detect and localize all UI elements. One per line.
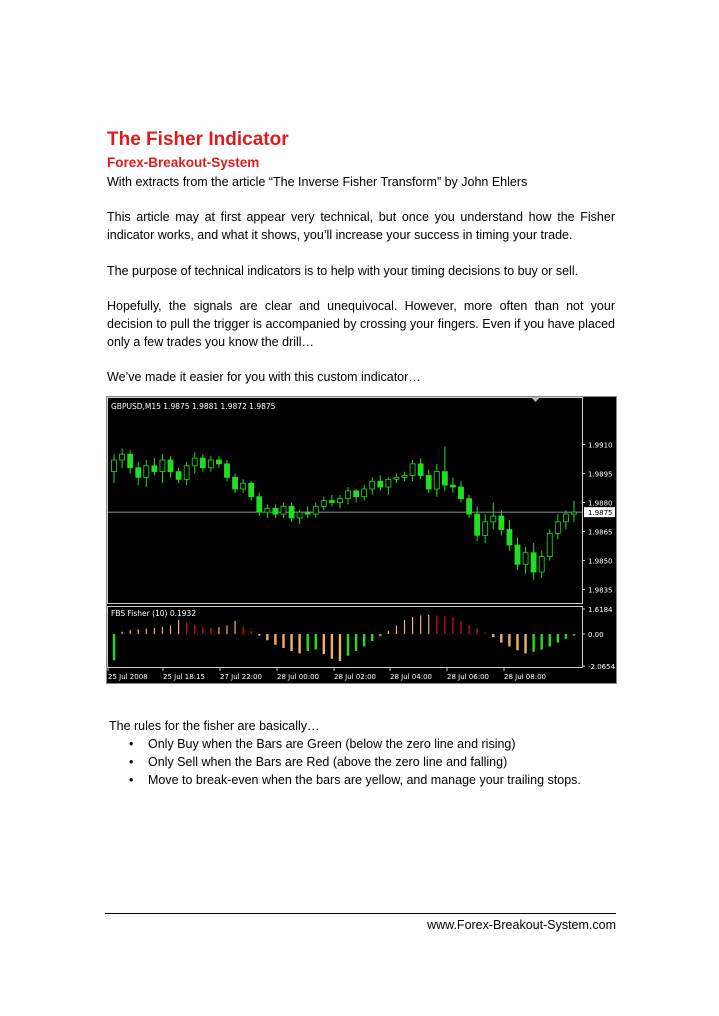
candle-bear — [426, 475, 431, 489]
candle-bear — [176, 472, 181, 480]
fisher-bar — [130, 630, 131, 634]
document-title: The Fisher Indicator — [107, 129, 289, 150]
candle-bear — [305, 512, 310, 514]
paragraph-intro: This article may at first appear very technical, but once you understand how the Fisher indicator works, and what it shows, you’ll increase your success in timing your trade. — [107, 210, 615, 242]
fisher-bar — [210, 628, 211, 634]
fisher-bar — [404, 620, 405, 634]
candle-bull — [346, 491, 351, 499]
candle-bull — [402, 475, 407, 477]
fisher-bar — [524, 634, 526, 653]
candle-bull — [208, 460, 213, 468]
candle-bear — [418, 464, 423, 476]
time-tick-label: 25 Jul 18:15 — [163, 673, 205, 681]
candle-bear — [515, 545, 520, 564]
candle-bull — [434, 472, 439, 489]
candle-bull — [160, 460, 165, 472]
document-subtitle: Forex-Breakout-System — [107, 155, 260, 170]
fisher-bar — [557, 634, 559, 643]
candle-bull — [547, 533, 552, 556]
candle-bull — [144, 466, 149, 478]
candle-bear — [273, 508, 278, 514]
indicator-tick-label: -2.0654 — [588, 663, 616, 671]
candle-bull — [120, 454, 125, 460]
rule-item-buy: • Only Buy when the Bars are Green (below the zero line and rising) — [109, 735, 581, 753]
candle-bear — [378, 481, 383, 487]
fisher-bar — [339, 634, 341, 661]
candle-bull — [410, 464, 415, 476]
fisher-bar — [485, 632, 486, 634]
fisher-bar — [444, 616, 445, 634]
fisher-bar — [274, 634, 276, 645]
candle-bull — [265, 508, 270, 512]
price-tick-label: 1.9895 — [588, 470, 613, 479]
rules-list — [109, 735, 581, 789]
candle-bear — [216, 460, 221, 464]
candle-bull — [539, 557, 544, 572]
fisher-bar — [347, 634, 349, 656]
indicator-tick-label: 0.00 — [588, 631, 604, 640]
fisher-chart-image — [106, 396, 617, 684]
fisher-bar — [573, 634, 575, 636]
fisher-bar — [218, 627, 219, 634]
fisher-bar — [306, 634, 308, 651]
fisher-bar — [290, 634, 292, 651]
candle-bull — [362, 489, 367, 497]
fisher-bar — [178, 620, 179, 634]
fisher-bar — [532, 634, 534, 652]
chart-svg — [106, 396, 617, 684]
fisher-bar — [549, 634, 551, 646]
fisher-bar — [154, 628, 155, 634]
fisher-bar — [315, 634, 317, 649]
fisher-bar — [460, 621, 461, 634]
candle-bull — [297, 512, 302, 518]
candle-bear — [257, 497, 262, 512]
fisher-bar — [371, 634, 373, 641]
footer-url: www.Forex-Breakout-System.com — [427, 918, 616, 932]
candle-bear — [507, 530, 512, 545]
fisher-bar — [113, 634, 115, 660]
paragraph-signals: Hopefully, the signals are clear and unequivocal. However, more often than not your decision to pull the trigger is accompanied by crossing your fingers. Even if you have placed only a few trades you know the drill… — [107, 299, 615, 349]
fisher-bar — [122, 632, 123, 634]
candle-bull — [337, 499, 342, 503]
current-price-label: 1.9875 — [588, 509, 613, 518]
candle-bull — [555, 522, 560, 534]
time-tick-label: 28 Jul 06:00 — [447, 673, 489, 681]
candle-bear — [475, 514, 480, 535]
indicator-tick-label: 1.6184 — [588, 606, 613, 614]
fisher-bar — [331, 634, 333, 659]
candle-bull — [563, 514, 568, 522]
candle-bear — [200, 458, 205, 468]
candle-bear — [531, 553, 536, 572]
fisher-bar — [202, 627, 203, 634]
candle-bull — [370, 481, 375, 489]
candle-bull — [491, 516, 496, 522]
time-tick-label: 28 Jul 04:00 — [390, 673, 432, 681]
fisher-bar — [323, 634, 325, 654]
candle-bull — [386, 479, 391, 487]
fisher-bar — [565, 634, 567, 639]
paragraph-custom-indicator: We’ve made it easier for you with this custom indicator… — [107, 370, 421, 384]
fisher-bar — [146, 629, 147, 634]
candle-bear — [225, 464, 230, 478]
fisher-bar — [396, 626, 397, 635]
candle-bull — [112, 460, 117, 472]
fisher-bar — [508, 634, 510, 646]
fisher-bar — [226, 626, 227, 635]
candle-bear — [168, 460, 173, 472]
fisher-bar — [266, 634, 268, 640]
fisher-bar — [477, 629, 478, 634]
candle-bull — [241, 483, 246, 489]
fisher-bar — [251, 631, 252, 634]
price-tick-label: 1.9865 — [588, 528, 613, 537]
fisher-bar — [420, 615, 421, 634]
candle-bull — [192, 458, 197, 466]
candle-bear — [128, 454, 133, 468]
price-tick-label: 1.9850 — [588, 557, 613, 566]
candle-bear — [152, 466, 157, 472]
candle-bear — [450, 485, 455, 487]
candle-bear — [442, 472, 447, 486]
price-header: GBPUSD,M15 1.9875 1.9881 1.9872 1.9875 — [111, 402, 276, 411]
footer-divider — [105, 913, 616, 914]
fisher-bar — [492, 634, 494, 637]
candle-bull — [184, 466, 189, 480]
time-tick-label: 28 Jul 02:00 — [334, 673, 376, 681]
rules-intro: The rules for the fisher are basically… — [109, 719, 320, 733]
candle-bear — [233, 477, 238, 489]
candle-bear — [467, 499, 472, 514]
fisher-bar — [412, 617, 413, 634]
price-tick-label: 1.9880 — [588, 499, 613, 508]
time-tick-label: 28 Jul 00:00 — [277, 673, 319, 681]
fisher-bar — [243, 626, 244, 634]
candle-bear — [354, 491, 359, 497]
fisher-bar — [540, 634, 542, 649]
price-tick-label: 1.9910 — [588, 441, 613, 450]
rule-item-sell: • Only Sell when the Bars are Red (above the zero line and falling) — [109, 753, 581, 771]
candle-bull — [523, 553, 528, 565]
fisher-bar — [355, 634, 357, 651]
candle-bull — [483, 522, 488, 536]
candle-bear — [136, 468, 141, 478]
fisher-bar — [298, 634, 300, 653]
fisher-bar — [162, 627, 163, 634]
fisher-bar — [170, 626, 171, 635]
candle-bull — [281, 506, 286, 514]
fisher-bar — [428, 615, 429, 634]
candle-bear — [459, 487, 464, 499]
rules-section — [109, 717, 581, 789]
time-tick-label: 25 Jul 2008 — [108, 673, 148, 681]
fisher-bar — [388, 631, 389, 634]
indicator-header: FBS Fisher (10) 0.1932 — [111, 609, 197, 618]
fisher-bar — [436, 615, 437, 634]
chart-frame — [107, 397, 617, 684]
fisher-bar — [138, 629, 139, 634]
price-tick-label: 1.9835 — [588, 586, 613, 595]
byline: With extracts from the article “The Inverse Fisher Transform” by John Ehlers — [107, 175, 528, 189]
fisher-bar — [234, 621, 235, 634]
time-tick-label: 28 Jul 08:00 — [504, 673, 546, 681]
candle-bear — [499, 516, 504, 530]
fisher-bar — [282, 634, 284, 648]
candle-bear — [289, 506, 294, 518]
candle-bull — [394, 477, 399, 479]
rule-item-break-even: • Move to break-even when the bars are yellow, and manage your trailing stops. — [109, 771, 581, 789]
fisher-bar — [363, 634, 365, 646]
time-tick-label: 27 Jul 22:00 — [220, 673, 262, 681]
candle-bull — [313, 506, 318, 514]
candle-bull — [321, 501, 326, 507]
candle-bull — [571, 512, 576, 514]
fisher-bar — [452, 617, 453, 634]
candle-bear — [329, 501, 334, 503]
fisher-bar — [258, 634, 260, 636]
paragraph-purpose: The purpose of technical indicators is to help with your timing decisions to buy or sell. — [107, 264, 579, 278]
fisher-bar — [516, 634, 518, 650]
candle-bear — [249, 483, 254, 497]
fisher-bar — [468, 625, 469, 634]
fisher-bar — [186, 622, 187, 634]
fisher-bar — [379, 634, 381, 636]
fisher-bar — [500, 634, 502, 643]
fisher-bar — [194, 625, 195, 634]
